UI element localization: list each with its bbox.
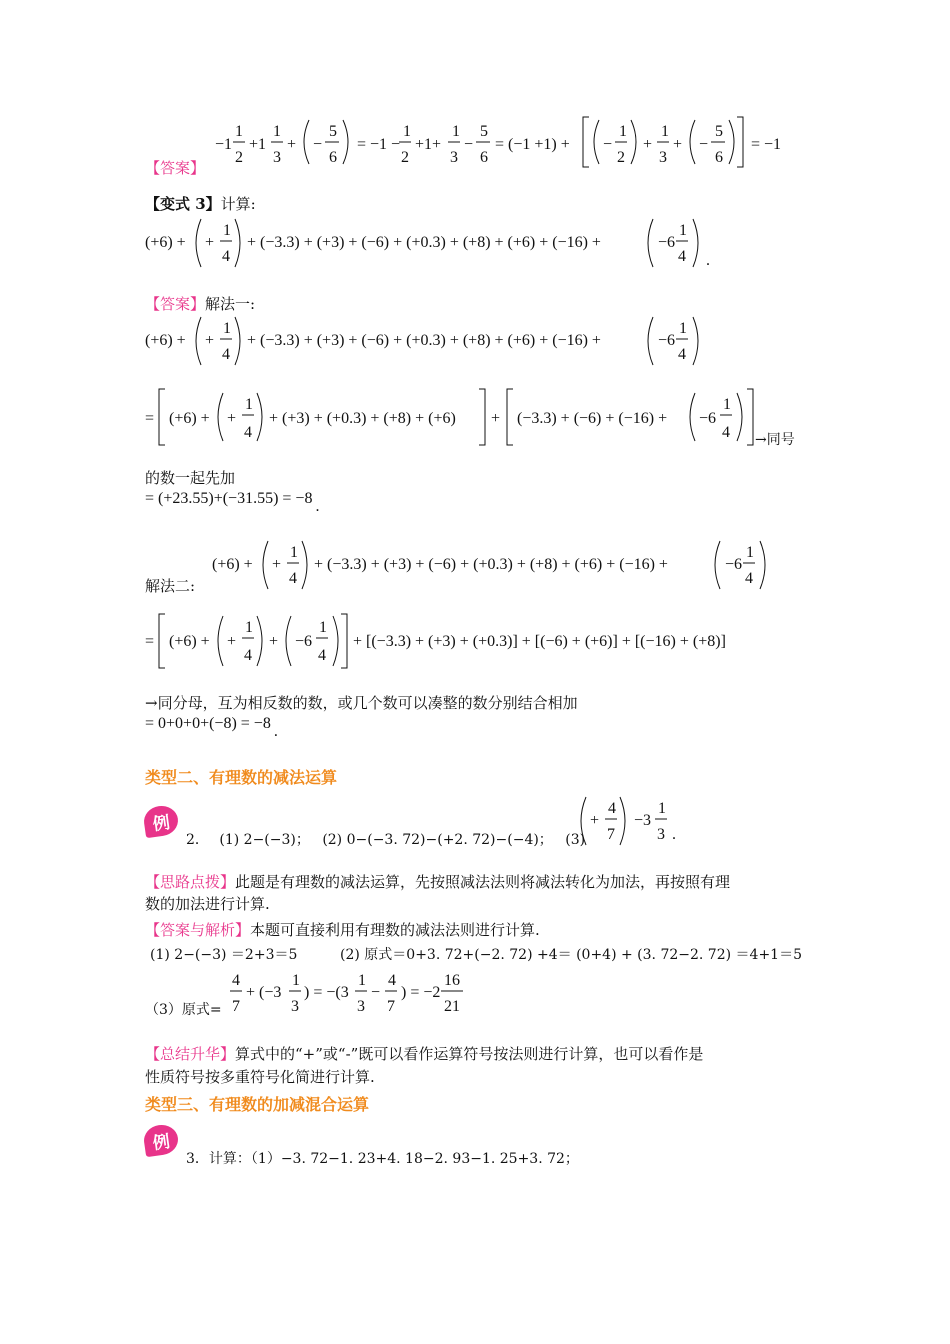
example3-line: 3．计算：（1）−3. 72−1. 23+4. 18−2. 93−1. 25+3. 72； [186, 1151, 579, 1167]
example2-part2: (2) 0−(−3. 72)−(+2. 72)−(−4)； [322, 832, 553, 848]
svg-text:+1: +1 [249, 136, 267, 153]
summary-line1 [145, 1043, 703, 1065]
svg-text:5: 5 [480, 123, 488, 140]
svg-text:5: 5 [715, 123, 723, 140]
svg-text:+: + [227, 633, 237, 650]
method1-note-tail: →同号 [755, 432, 795, 448]
svg-text:(+6) +: (+6) + [169, 633, 210, 650]
svg-text:+1+: +1+ [415, 136, 442, 153]
svg-text:) = −(3: ) = −(3 [304, 984, 349, 1001]
analysis-label: 【答案与解析】 [145, 921, 251, 939]
svg-text:4: 4 [745, 570, 753, 587]
method1-label: 解法一: [205, 295, 256, 313]
svg-text:−6: −6 [658, 332, 676, 349]
svg-text:21: 21 [444, 998, 460, 1015]
svg-text:7: 7 [232, 998, 240, 1015]
svg-text:5: 5 [329, 123, 337, 140]
svg-text:+: + [643, 136, 653, 153]
svg-text:+: + [205, 234, 215, 251]
section2-title: 类型二、有理数的减法运算 [145, 768, 338, 787]
example2-part1: (1) 2−(−3)； [219, 832, 310, 848]
example2-number: 2． [186, 832, 209, 848]
svg-text:=: = [145, 633, 155, 650]
svg-text:4: 4 [608, 800, 616, 817]
svg-text:3: 3 [357, 998, 365, 1015]
svg-text:−6: −6 [699, 410, 717, 427]
svg-text:4: 4 [244, 424, 252, 441]
svg-text:2: 2 [235, 149, 243, 166]
method1-answer-label: 【答案】 [145, 295, 206, 313]
svg-text:= (−1 +1) +: = (−1 +1) + [495, 136, 570, 153]
svg-text:3: 3 [450, 149, 458, 166]
svg-text:.: . [706, 252, 710, 269]
variant3-task: 计算: [220, 195, 256, 213]
svg-text:4: 4 [232, 972, 240, 989]
svg-text:1: 1 [245, 619, 253, 636]
svg-text:−6: −6 [658, 234, 676, 251]
svg-text:4: 4 [318, 647, 326, 664]
svg-text:+: + [205, 332, 215, 349]
thinking-line1 [145, 871, 730, 893]
svg-text:1: 1 [223, 320, 231, 337]
example-badge-icon-2: 例 [142, 1123, 180, 1157]
svg-text:4: 4 [222, 346, 230, 363]
svg-text:1: 1 [290, 544, 298, 561]
solution3-label: （3）原式= [145, 1002, 222, 1018]
svg-text:1: 1 [619, 123, 627, 140]
svg-text:−3: −3 [634, 812, 652, 829]
solution1: (1) 2−(−3) ＝2+3＝5 [150, 947, 298, 963]
answer-label: 【答案】 [145, 159, 206, 177]
svg-text:−1: −1 [215, 136, 233, 153]
variant3-heading [145, 193, 256, 215]
svg-text:3: 3 [659, 149, 667, 166]
method2-expression [210, 537, 790, 593]
svg-text:1: 1 [661, 123, 669, 140]
svg-text:+ (−3.3) + (+3) + (−6) + (+0.3: + (−3.3) + (+3) + (−6) + (+0.3) + (+8) + (+6) + (−16) + [314, 556, 668, 573]
svg-text:.: . [672, 826, 676, 843]
method2-result: = 0+0+0+(−8) = −8 . [145, 715, 278, 740]
method1-note-cont: 的数一起先加 [145, 469, 236, 487]
svg-text:1: 1 [723, 396, 731, 413]
svg-text:=: = [145, 410, 155, 427]
svg-text:+ (−3.3) + (+3) + (−6) + (+0.3: + (−3.3) + (+3) + (−6) + (+0.3) + (+8) + (+6) + (−16) + [247, 234, 601, 251]
svg-text:−: − [313, 136, 323, 153]
answer1-formula [205, 112, 785, 172]
svg-text:−: − [371, 984, 381, 1001]
svg-text:+: + [491, 410, 501, 427]
svg-text:+: + [673, 136, 683, 153]
svg-text:−6: −6 [725, 556, 743, 573]
method2-label: 解法二: [145, 577, 196, 595]
svg-text:1: 1 [358, 972, 366, 989]
method2-step1 [143, 610, 783, 672]
method1-result: = (+23.55)+(−31.55) = −8 . [145, 490, 320, 515]
svg-text:1: 1 [235, 123, 243, 140]
method2-result-text: = 0+0+0+(−8) = −8 [145, 715, 271, 732]
example2-line [186, 829, 585, 851]
thinking-line2: 数的加法进行计算. [145, 895, 270, 913]
method1-result-text: = (+23.55)+(−31.55) = −8 [145, 490, 313, 507]
svg-text:+: + [227, 410, 237, 427]
example-badge-icon: 例 [142, 804, 180, 838]
svg-text:4: 4 [678, 248, 686, 265]
svg-text:+ (+3) + (+0.3) + (+8) + (+6): + (+3) + (+0.3) + (+8) + (+6) [269, 410, 456, 427]
svg-text:4: 4 [388, 972, 396, 989]
svg-text:(+6) +: (+6) + [212, 556, 253, 573]
svg-text:) = −2: ) = −2 [401, 984, 441, 1001]
svg-text:−6: −6 [295, 633, 313, 650]
variant3-expression [143, 215, 723, 271]
svg-text:1: 1 [658, 800, 666, 817]
svg-text:−: − [464, 136, 474, 153]
svg-text:4: 4 [722, 424, 730, 441]
svg-text:7: 7 [607, 826, 615, 843]
svg-text:+: + [269, 633, 279, 650]
svg-text:1: 1 [452, 123, 460, 140]
svg-text:1: 1 [273, 123, 281, 140]
svg-text:7: 7 [387, 998, 395, 1015]
analysis-text: 本题可直接利用有理数的减法法则进行计算. [250, 921, 540, 939]
svg-text:1: 1 [403, 123, 411, 140]
method1-expression [143, 313, 723, 369]
method1-step1 [143, 385, 783, 449]
summary-line2: 性质符号按多重符号化简进行计算. [145, 1068, 375, 1086]
solution2: (2) 原式＝0+3. 72+(−2. 72) +4＝ (0+4) + (3. 72−2. 72) ＝4+1＝5 [340, 947, 802, 963]
example2-part3-label: (3) [565, 832, 586, 848]
svg-text:+ (−3: + (−3 [246, 984, 282, 1001]
summary-text1: 算式中的“+”或“-”既可以看作运算符号按法则进行计算，也可以看作是 [235, 1045, 704, 1063]
svg-text:−: − [699, 136, 709, 153]
svg-text:6: 6 [480, 149, 488, 166]
summary-label: 【总结升华】 [145, 1045, 236, 1063]
svg-text:6: 6 [329, 149, 337, 166]
variant3-label: 【变式 3】 [145, 195, 221, 213]
svg-text:= −1: = −1 [751, 136, 782, 153]
analysis-line [145, 919, 540, 941]
svg-text:4: 4 [244, 647, 252, 664]
svg-text:+ (−3.3) + (+3) + (−6) + (+0.3: + (−3.3) + (+3) + (−6) + (+0.3) + (+8) + (+6) + (−16) + [247, 332, 601, 349]
svg-text:(+6) +: (+6) + [145, 332, 186, 349]
example2-part3-formula [574, 793, 694, 851]
svg-text:(−3.3) + (−6) + (−16) +: (−3.3) + (−6) + (−16) + [517, 410, 668, 427]
method2-note: →同分母，互为相反数的数，或几个数可以凑整的数分别结合相加 [145, 694, 578, 712]
section3-title: 类型三、有理数的加减混合运算 [145, 1095, 370, 1114]
thinking-label: 【思路点拨】 [145, 873, 236, 891]
svg-text:+: + [287, 136, 297, 153]
svg-text:4: 4 [289, 570, 297, 587]
svg-text:= −1 −: = −1 − [357, 136, 401, 153]
svg-text:(+6) +: (+6) + [169, 410, 210, 427]
svg-text:1: 1 [746, 544, 754, 561]
svg-text:1: 1 [223, 222, 231, 239]
svg-text:1: 1 [679, 320, 687, 337]
svg-text:−: − [603, 136, 613, 153]
solution3-formula [228, 965, 478, 1021]
svg-text:1: 1 [319, 619, 327, 636]
svg-text:3: 3 [657, 826, 665, 843]
method1-heading [145, 293, 255, 315]
svg-text:+: + [272, 556, 282, 573]
svg-text:3: 3 [273, 149, 281, 166]
svg-text:3: 3 [291, 998, 299, 1015]
svg-text:4: 4 [222, 248, 230, 265]
svg-text:+ [(−3.3) + (+3) + (+0.3)] + [: + [(−3.3) + (+3) + (+0.3)] + [(−6) + (+6)] + [(−16) + (+8)] [353, 633, 726, 650]
svg-text:(+6) +: (+6) + [145, 234, 186, 251]
svg-text:1: 1 [245, 396, 253, 413]
svg-text:2: 2 [401, 149, 409, 166]
thinking-text1: 此题是有理数的减法运算，先按照减法法则将减法转化为加法，再按照有理 [235, 873, 731, 891]
svg-text:1: 1 [679, 222, 687, 239]
svg-text:2: 2 [617, 149, 625, 166]
svg-text:1: 1 [292, 972, 300, 989]
svg-text:+: + [590, 812, 600, 829]
svg-text:6: 6 [715, 149, 723, 166]
svg-text:16: 16 [444, 972, 460, 989]
svg-text:4: 4 [678, 346, 686, 363]
